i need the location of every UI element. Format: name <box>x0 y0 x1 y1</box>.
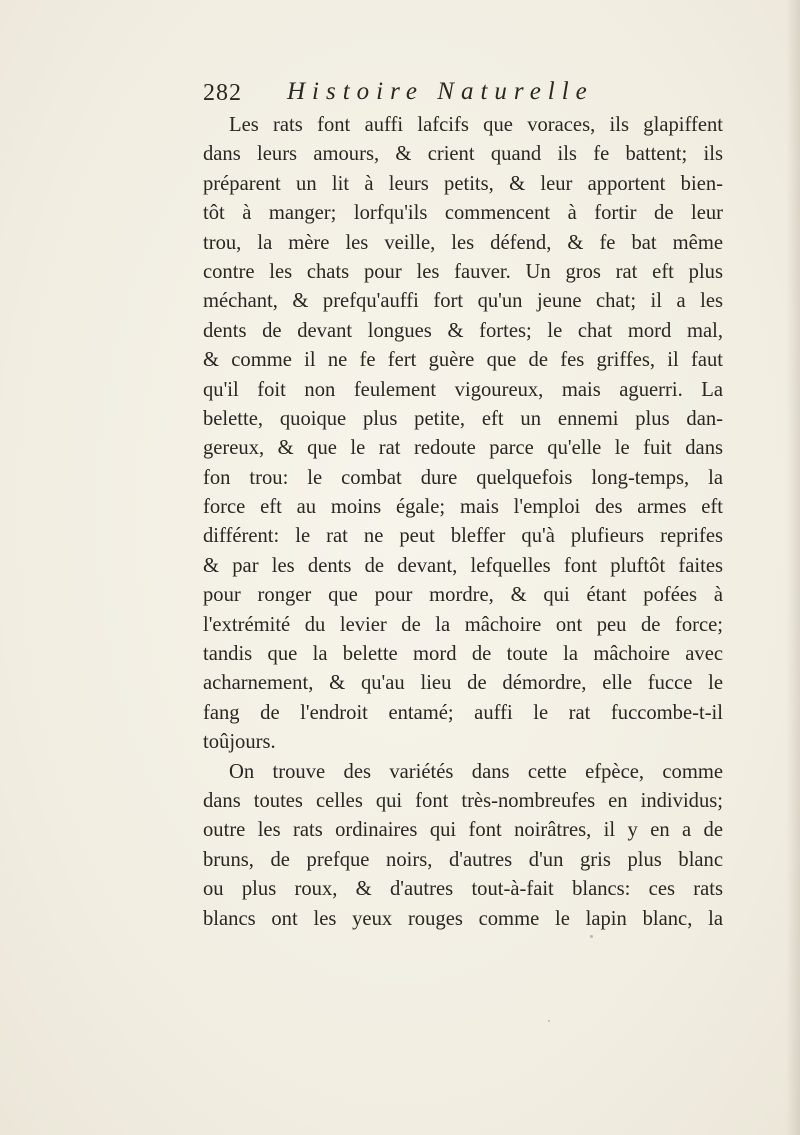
page-number: 282 <box>203 80 242 106</box>
text-line: différent: le rat ne peut bleffer qu'à plufieurs reprifes <box>203 525 723 548</box>
text-line: & par les dents de devant, lefquelles font pluftôt faites <box>203 554 723 577</box>
text-line: méchant, & prefqu'auffi fort qu'un jeune chat; il a les <box>203 290 723 313</box>
text-line: tôt à manger; lorfqu'ils commencent à fortir de leur <box>203 202 723 225</box>
text-line: On trouve des variétés dans cette efpèce, comme <box>229 760 723 783</box>
page-edge-shadow <box>786 0 800 1135</box>
text-line: bruns, de prefque noirs, d'autres d'un gris plus blanc <box>203 848 723 871</box>
running-head <box>203 78 653 108</box>
text-line: force eft au moins égale; mais l'emploi des armes eft <box>203 496 723 519</box>
text-line: tandis que la belette mord de toute la mâchoire avec <box>203 643 723 666</box>
text-line: blancs ont les yeux rouges comme le lapin blanc, la <box>203 907 723 930</box>
text-line: gereux, & que le rat redoute parce qu'elle le fuit dans <box>203 437 723 460</box>
text-line: fang de l'endroit entamé; auffi le rat fuccombe-t-il <box>203 701 723 724</box>
text-line: dans leurs amours, & crient quand ils fe battent; ils <box>203 143 723 166</box>
text-line: outre les rats ordinaires qui font noirâtres, il y en a de <box>203 819 723 842</box>
text-line: contre les chats pour les fauver. Un gros rat eft plus <box>203 260 723 283</box>
text-line: fon trou: le combat dure quelquefois long-temps, la <box>203 466 723 489</box>
text-line: acharnement, & qu'au lieu de démordre, elle fucce le <box>203 672 723 695</box>
text-line: belette, quoique plus petite, eft un ennemi plus dan- <box>203 407 723 430</box>
paper-speck <box>590 935 593 938</box>
text-line: Les rats font auffi lafcifs que voraces, ils glapiffent <box>229 114 723 136</box>
text-line: trou, la mère les veille, les défend, & fe bat même <box>203 231 723 254</box>
text-line: & comme il ne fe fert guère que de fes griffes, il faut <box>203 349 723 372</box>
text-line: dans toutes celles qui font très-nombreufes en individus; <box>203 789 723 812</box>
text-line: qu'il foit non feulement vigoureux, mais aguerri. La <box>203 378 723 401</box>
text-line: pour ronger que pour mordre, & qui étant pofées à <box>203 584 723 607</box>
text-line: préparent un lit à leurs petits, & leur apportent bien- <box>203 172 723 195</box>
running-head-title: Histoire Naturelle <box>287 78 594 105</box>
text-line: l'extrémité du levier de la mâchoire ont peu de force; <box>203 613 723 636</box>
text-line: dents de devant longues & fortes; le chat mord mal, <box>203 319 723 342</box>
body-text <box>203 111 723 934</box>
text-line: ou plus roux, & d'autres tout-à-fait blancs: ces rats <box>203 878 723 901</box>
paper-speck <box>548 1020 550 1022</box>
text-line: toûjours. <box>203 731 276 754</box>
